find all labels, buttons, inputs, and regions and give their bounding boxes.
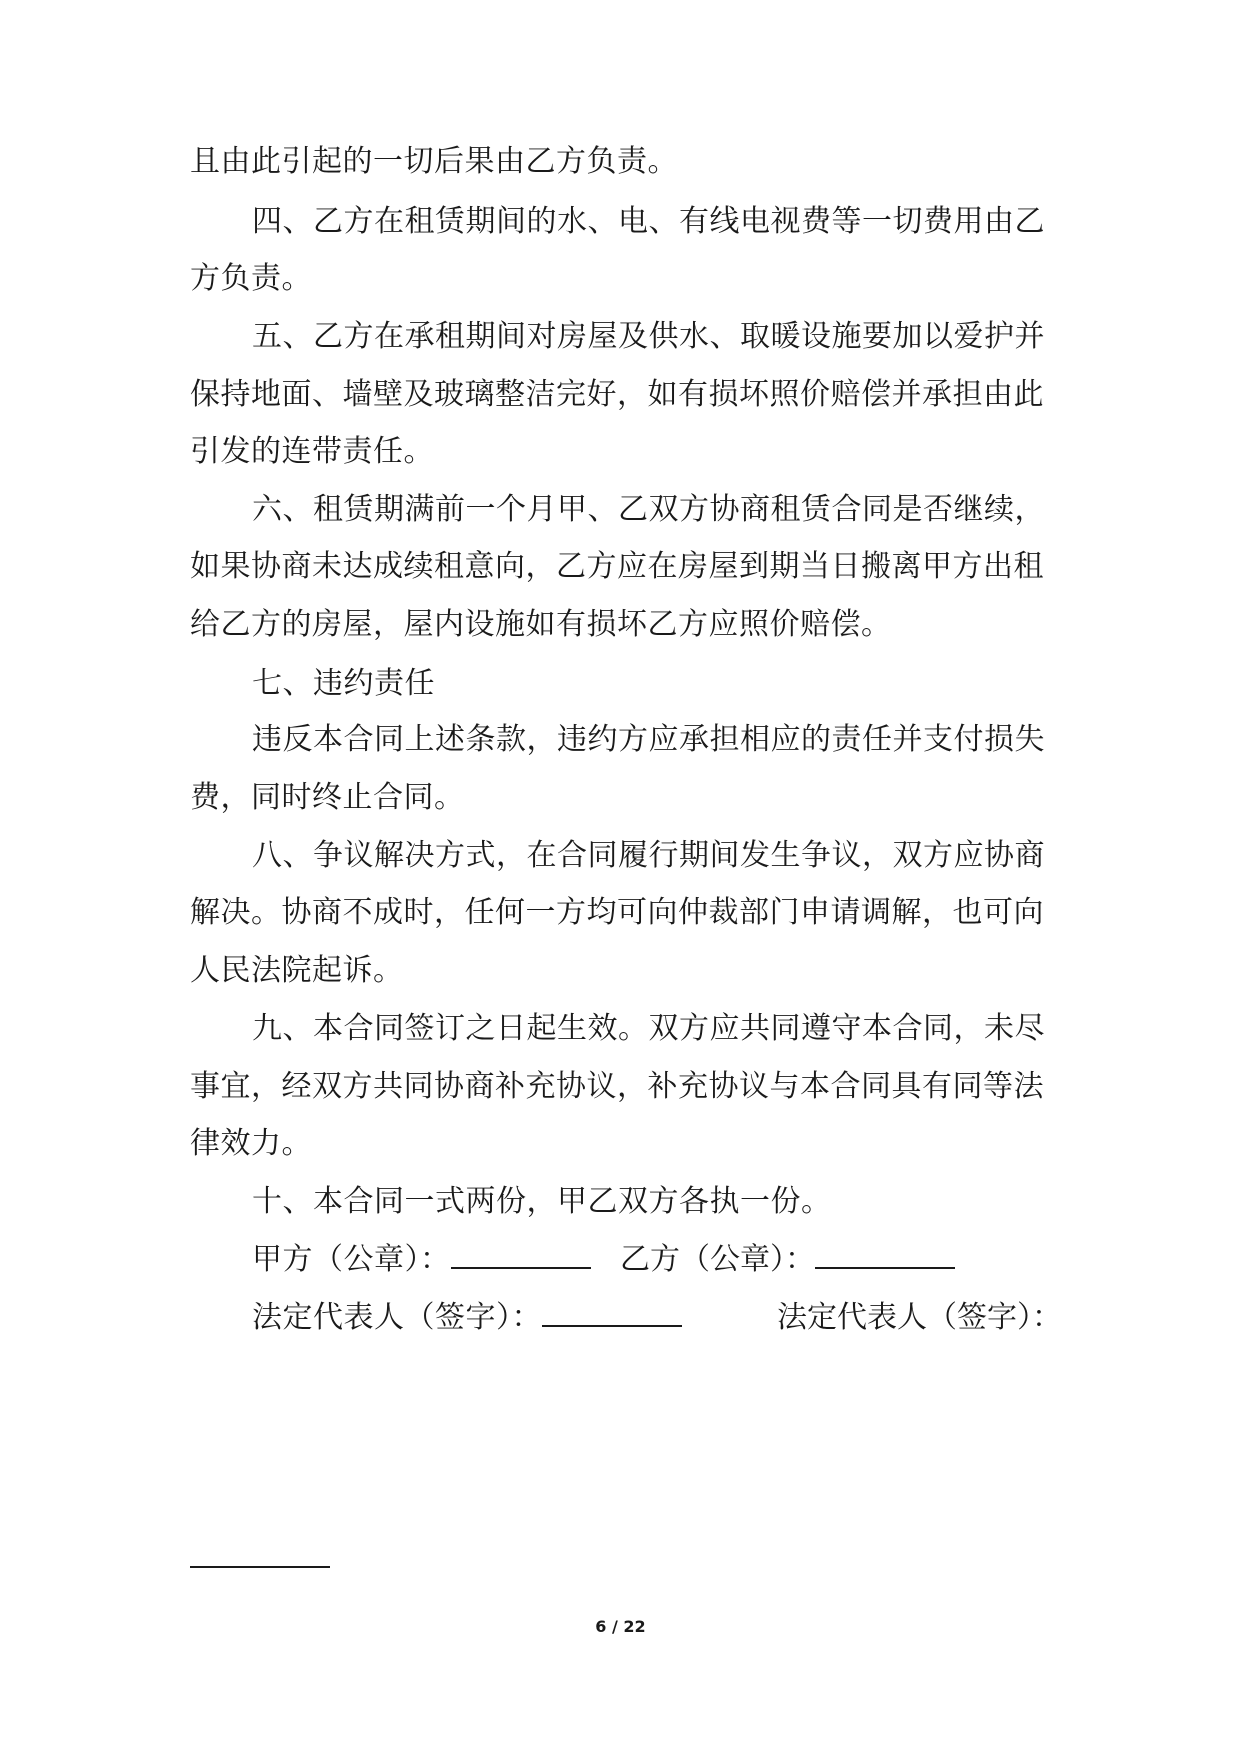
- party-b-seal-label: 乙方（公章）：: [620, 1242, 815, 1277]
- clause-four-line-2: 方负责。: [190, 261, 312, 296]
- clause-five-line-2: 保持地面、墙壁及玻璃整洁完好，如有损坏照价赔偿并承担由此: [190, 377, 1044, 412]
- clause-seven-heading: 七、违约责任: [252, 666, 435, 701]
- legal-rep-b-blank[interactable]: [190, 1566, 330, 1568]
- clause-five-line-3: 引发的连带责任。: [190, 434, 434, 469]
- clause-eight-line-1: 八、争议解决方式，在合同履行期间发生争议，双方应协商: [252, 838, 1045, 873]
- clause-four-line-1: 四、乙方在租赁期间的水、电、有线电视费等一切费用由乙: [252, 204, 1045, 239]
- text-line-1: 且由此引起的一切后果由乙方负责。: [190, 144, 678, 179]
- clause-seven-line-1: 违反本合同上述条款，违约方应承担相应的责任并支付损失: [252, 722, 1045, 757]
- clause-eight-line-2: 解决。协商不成时，任何一方均可向仲裁部门申请调解，也可向: [190, 895, 1044, 930]
- party-b-seal-blank[interactable]: [815, 1245, 955, 1269]
- legal-rep-b-label: 法定代表人（签字）：: [777, 1300, 1062, 1335]
- clause-six-line-1: 六、租赁期满前一个月甲、乙双方协商租赁合同是否继续，: [252, 492, 1045, 527]
- clause-six-line-2: 如果协商未达成续租意向，乙方应在房屋到期当日搬离甲方出租: [190, 549, 1044, 584]
- legal-rep-a-row: [252, 1298, 682, 1338]
- clause-ten-line: 十、本合同一式两份，甲乙双方各执一份。: [252, 1184, 832, 1219]
- party-a-seal-label: 甲方（公章）：: [252, 1242, 451, 1277]
- clause-nine-line-1: 九、本合同签订之日起生效。双方应共同遵守本合同，未尽: [252, 1011, 1045, 1046]
- party-a-seal-blank[interactable]: [451, 1245, 591, 1269]
- page-number: 6 / 22: [595, 1617, 646, 1636]
- party-a-seal-row: [252, 1240, 591, 1280]
- clause-six-line-3: 给乙方的房屋，屋内设施如有损坏乙方应照价赔偿。: [190, 607, 892, 642]
- legal-rep-a-label: 法定代表人（签字）：: [252, 1300, 542, 1335]
- party-b-seal-row: [620, 1240, 955, 1280]
- legal-rep-b-row: [777, 1298, 1062, 1338]
- legal-rep-a-blank[interactable]: [542, 1303, 682, 1327]
- clause-seven-line-2: 费，同时终止合同。: [190, 780, 465, 815]
- clause-five-line-1: 五、乙方在承租期间对房屋及供水、取暖设施要加以爱护并: [252, 319, 1045, 354]
- clause-nine-line-3: 律效力。: [190, 1126, 312, 1161]
- clause-nine-line-2: 事宜，经双方共同协商补充协议，补充协议与本合同具有同等法: [190, 1069, 1044, 1104]
- clause-eight-line-3: 人民法院起诉。: [190, 953, 404, 988]
